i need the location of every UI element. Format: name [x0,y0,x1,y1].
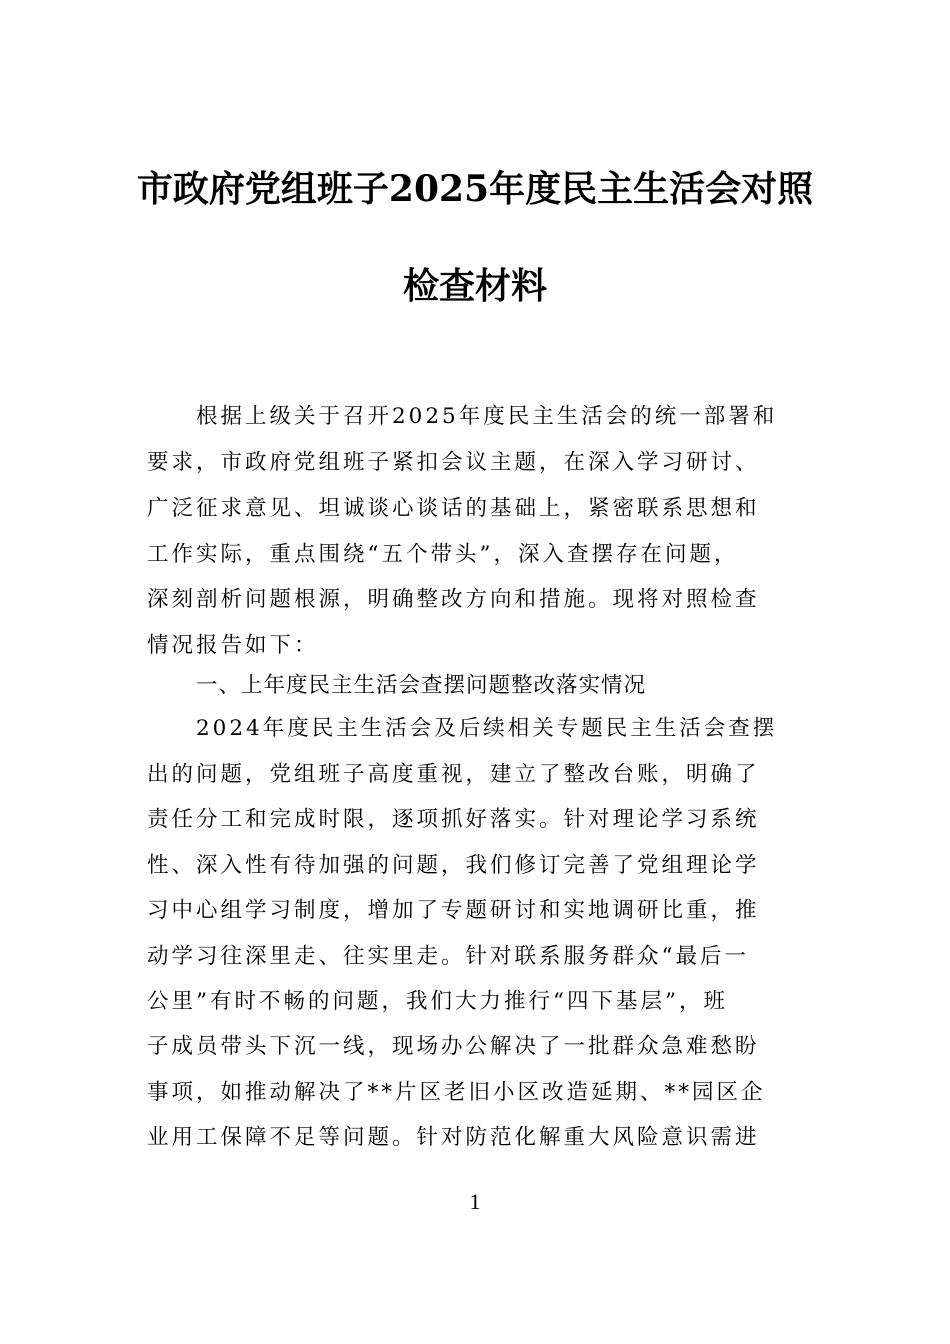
paragraph-line: 广泛征求意见、坦诚谈心谈话的基础上，紧密联系思想和 [147,496,760,521]
paragraph-line: 习中心组学习制度，增加了专题研讨和实地调研比重，推 [147,898,760,923]
paragraph-line: 业用工保障不足等问题。针对防范化解重大风险意识需进 [147,1125,760,1150]
paragraph-line: 根据上级关于召开2025年度民主生活会的统一部署和 [196,404,778,429]
paragraph-line: 工作实际，重点围绕“五个带头”，深入查摆存在问题， [147,542,739,567]
paragraph-line: 公里”有时不畅的问题，我们大力推行“四下基层”，班 [147,989,728,1014]
paragraph-line: 性、深入性有待加强的问题，我们修订完善了党组理论学 [147,853,760,878]
paragraph-line: 情况报告如下： [147,633,319,658]
paragraph-line: 深刻剖析问题根源，明确整改方向和措施。现将对照检查 [147,587,760,612]
page-number: 1 [469,1189,481,1214]
paragraph-line: 责任分工和完成时限，逐项抓好落实。针对理论学习系统 [147,807,760,832]
document-title-line-2: 检查材料 [402,265,547,307]
paragraph-line: 子成员带头下沉一线，现场办公解决了一批群众急难愁盼 [147,1034,760,1059]
document-title-line-1: 市政府党组班子2025年度民主生活会对照 [136,168,814,210]
paragraph-line: 事项，如推动解决了**片区老旧小区改造延期、**园区企 [147,1080,766,1105]
section-heading: 一、上年度民主生活会查摆问题整改落实情况 [196,673,647,698]
paragraph-line: 要求，市政府党组班子紧扣会议主题，在深入学习研讨、 [147,450,760,475]
paragraph-line: 2024年度民主生活会及后续相关专题民主生活会查摆 [196,716,778,741]
paragraph-line: 出的问题，党组班子高度重视，建立了整改台账，明确了 [147,762,760,787]
paragraph-line: 动学习往深里走、往实里走。针对联系服务群众“最后一 [147,944,749,969]
